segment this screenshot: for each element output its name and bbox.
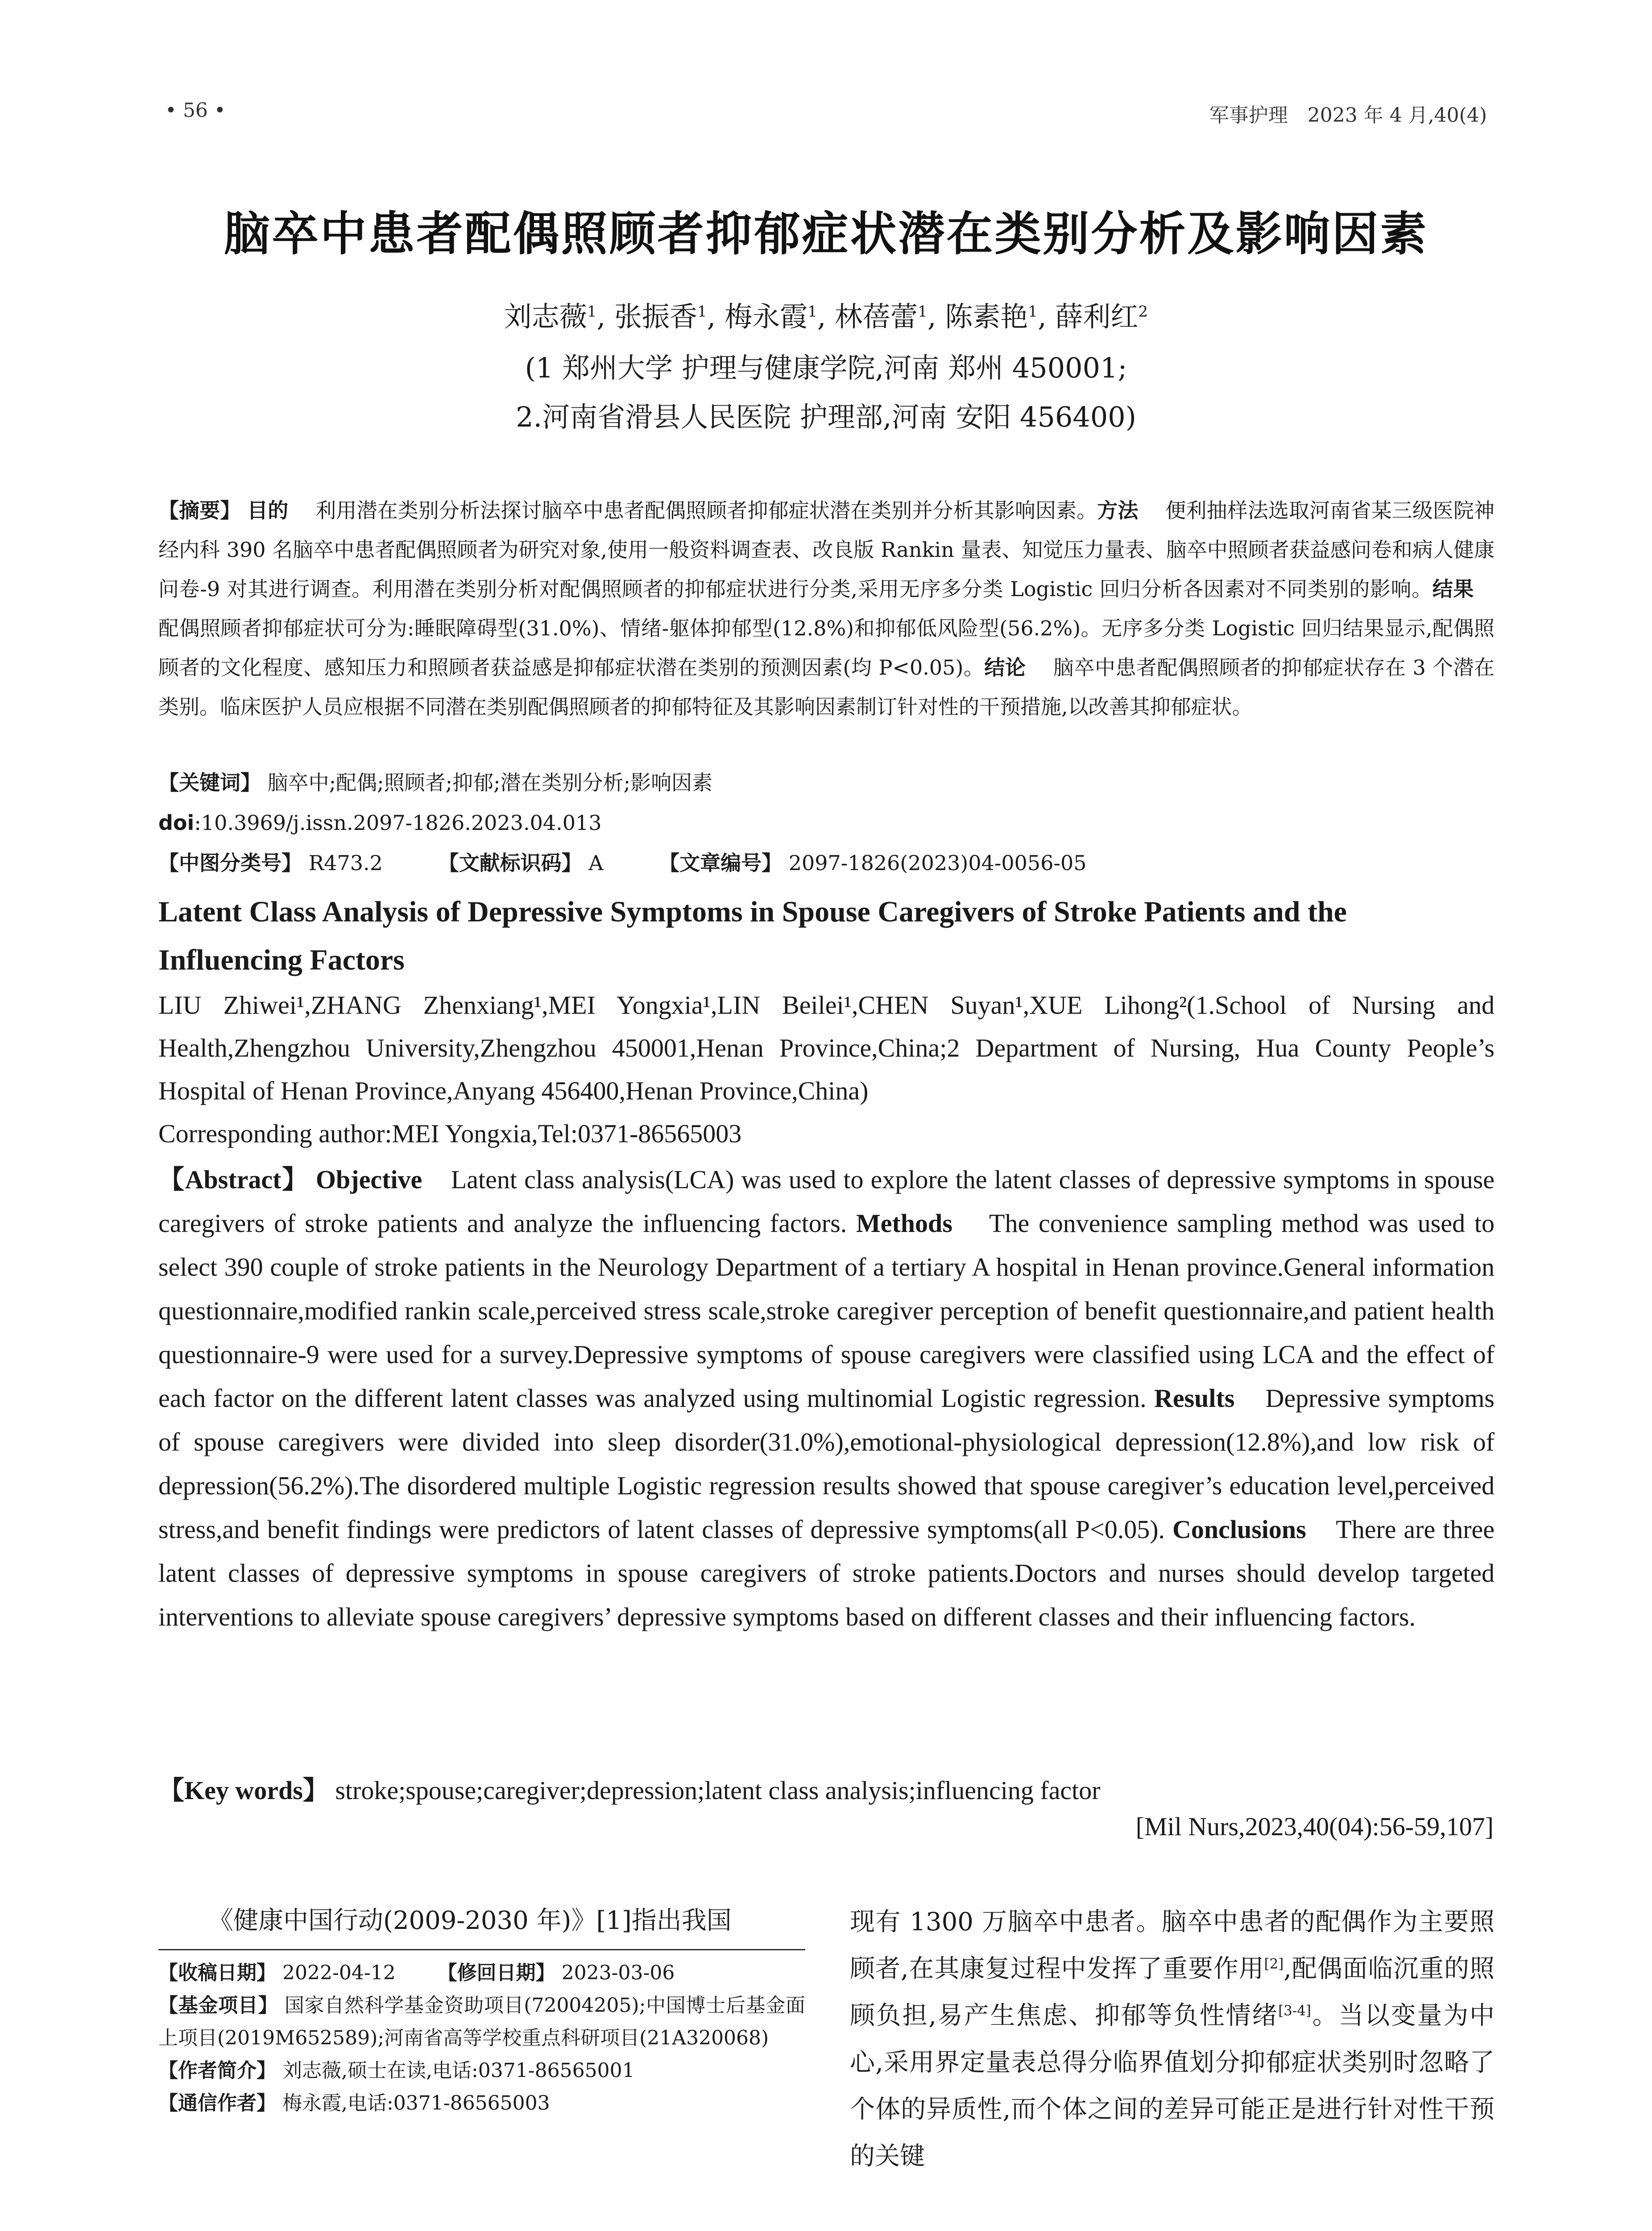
english-title: Latent Class Analysis of Depressive Symptoms in Spouse Caregivers of Stroke Patients and the Influencing Factors — [158, 896, 1347, 976]
doc-code-label: 【文献标识码】 — [438, 851, 582, 875]
revised-date: 2023-03-06 — [561, 1961, 675, 1984]
author-affil-mark: 1 — [807, 303, 817, 321]
author-bio-text: 刘志薇,硕士在读,电话:0371-86565001 — [282, 2059, 635, 2082]
article-number-value: 2097-1826(2023)04-0056-05 — [788, 851, 1087, 875]
methods-en-label: Methods — [856, 1209, 952, 1238]
results-text: 配偶照顾者抑郁症状可分为:睡眠障碍型(31.0%)、情绪-躯体抑郁型(12.8%)和抑郁低风险型(56.2%)。无序多分类 Logistic 回归结果显示,配偶照顾者的文化程度、感知压力和照顾者获益感是抑郁症状潜在类别的预测因素(均 P<0.05)。 — [158, 616, 1495, 680]
footnote-divider — [158, 1949, 805, 1950]
author-name: 薛利红 — [1055, 300, 1139, 333]
fund-text: 国家自然科学基金资助项目(72004205);中国博士后基金面上项目(2019M652589);河南省高等学校重点科研项目(21A320068) — [158, 1994, 805, 2049]
abstract-en-label: 【Abstract】 — [158, 1165, 309, 1194]
abstract-label: 【摘要】 — [158, 498, 241, 523]
citation: [Mil Nurs,2023,40(04):56-59,107] — [1135, 1812, 1494, 1841]
results-en-label: Results — [1154, 1384, 1235, 1413]
fund-label: 【基金项目】 — [158, 1994, 278, 2017]
author-list — [0, 294, 1652, 334]
clc-value: R473.2 — [308, 851, 383, 875]
body-text: ,配偶面临沉重的照顾负担,易产生焦虑、抑郁等负性情绪 — [850, 1954, 1495, 2030]
corresponding-author: Corresponding author:MEI Yongxia,Tel:0371-86565003 — [158, 1119, 742, 1148]
author-separator: , — [707, 300, 716, 333]
correspondence-text: 梅永霞,电话:0371-86565003 — [282, 2092, 550, 2115]
footnote-author — [158, 2054, 805, 2087]
doi-label: doi — [158, 811, 195, 835]
author-separator: , — [927, 300, 936, 333]
doi-value: :10.3969/j.issn.2097-1826.2023.04.013 — [194, 811, 602, 835]
english-authors — [158, 984, 1495, 1155]
results-label: 结果 — [1432, 577, 1474, 601]
objective-label: 目的 — [247, 498, 289, 523]
journal-running-head: 军事护理 2023 年 4 月,40(4) — [1209, 104, 1487, 127]
keywords-text: 脑卒中;配偶;照顾者;抑郁;潜在类别分析;影响因素 — [267, 771, 713, 795]
author-separator: , — [817, 300, 826, 333]
author-name: 梅永霞 — [725, 300, 808, 333]
footnotes — [158, 1957, 805, 2119]
author-affil-mark: 1 — [918, 303, 927, 321]
body-text: 现有 1300 万脑卒中患者。脑卒中患者的配偶作为主要照顾者,在其康复过程中发挥了重要作用 — [850, 1908, 1495, 1983]
author-name: 刘志薇 — [504, 300, 587, 333]
body-right-column — [850, 1899, 1495, 2180]
affiliation-line-2: 2.河南省滑县人民医院 护理部,河南 安阳 456400) — [516, 401, 1136, 433]
body-text: 。当以变量为中心,采用界定量表总得分临界值划分抑郁症状类别时忽略了个体的异质性,而个体之间的差异可能正是进行针对性干预的关键 — [850, 2001, 1495, 2171]
keywords-label: 【关键词】 — [158, 771, 261, 795]
author-separator: , — [596, 300, 606, 333]
correspondence-label: 【通信作者】 — [158, 2092, 276, 2115]
author-affil-mark: 1 — [1028, 303, 1038, 321]
objective-en-label: Objective — [315, 1165, 422, 1194]
objective-text: 利用潜在类别分析法探讨脑卒中患者配偶照顾者抑郁症状潜在类别并分析其影响因素。 — [315, 498, 1097, 523]
body-left-column: 《健康中国行动(2009-2030 年)》[1]指出我国 — [208, 1906, 732, 1935]
article-title: 脑卒中患者配偶照顾者抑郁症状潜在类别分析及影响因素 — [224, 207, 1428, 261]
author-affil-mark: 1 — [587, 303, 597, 321]
keywords-en-text: stroke;spouse;caregiver;depression;latent class analysis;influencing factor — [335, 1776, 1101, 1805]
conclusion-text: 脑卒中患者配偶照顾者的抑郁症状存在 3 个潜在类别。临床医护人员应根据不同潜在类别配偶照顾者的抑郁特征及其影响因素制订针对性的干预措施,以改善其抑郁症状。 — [158, 655, 1495, 719]
received-date: 2022-04-12 — [282, 1961, 396, 1984]
clc-label: 【中图分类号】 — [158, 851, 302, 875]
author-affil-mark: 1 — [697, 303, 707, 321]
article-number-label: 【文章编号】 — [659, 851, 783, 875]
author-name: 张振香 — [614, 300, 697, 333]
methods-text: 便利抽样法选取河南省某三级医院神经内科 390 名脑卒中患者配偶照顾者为研究对象,使用一般资料调查表、改良版 Rankin 量表、知觉压力量表、脑卒中照顾者获益感问卷和病人健康问卷-9 对其进行调查。利用潜在类别分析对配偶照顾者的抑郁症状进行分类,采用无序多分类 Logistic 回归分析各因素对不同类别的影响。 — [158, 498, 1495, 601]
author-name: 林蓓蕾 — [835, 300, 918, 333]
keywords-en-label: 【Key words】 — [158, 1776, 329, 1805]
author-affil-mark: 2 — [1138, 303, 1148, 321]
chinese-keywords — [158, 763, 1495, 802]
affiliation-line-1: (1 郑州大学 护理与健康学院,河南 郑州 450001; — [525, 352, 1127, 384]
english-abstract — [158, 1158, 1495, 1639]
doc-code-value: A — [588, 851, 604, 875]
revised-label: 【修回日期】 — [437, 1961, 555, 1984]
methods-label: 方法 — [1097, 498, 1139, 523]
methods-en-text: The convenience sampling method was used to select 390 couple of stroke patients in the Neurology Department of a tertiary A hospital in Henan province.General information questionnaire,modified rankin scale,perceived stress scale,stroke caregiver perception of benefit questionnaire,and patient health questionnaire-9 were used for a survey.Depressive symptoms of spouse caregivers were classified using LCA and the effect of each factor on the different latent classes was analyzed using multinomial Logistic regression. — [158, 1209, 1495, 1413]
english-author-list: LIU Zhiwei¹,ZHANG Zhenxiang¹,MEI Yongxia¹,LIN Beilei¹,CHEN Suyan¹,XUE Lihong²(1.School of Nursing and Health,Zhengzhou University,Zhengzhou 450001,Henan Province,China;2 Department of Nursing, Hua County People’s Hospital of Henan Province,Anyang 456400,Henan Province,China) — [158, 991, 1495, 1105]
author-separator: , — [1038, 300, 1047, 333]
footnote-correspondence — [158, 2087, 805, 2119]
doi-line — [158, 803, 1495, 842]
author-bio-label: 【作者简介】 — [158, 2059, 276, 2082]
chinese-abstract — [158, 491, 1495, 726]
reference-mark: [2] — [1264, 1956, 1284, 1972]
received-label: 【收稿日期】 — [158, 1961, 276, 1984]
footnote-fund — [158, 1989, 805, 2054]
author-name: 陈素艳 — [945, 300, 1028, 333]
page-number: • 56 • — [165, 99, 226, 122]
english-keywords — [158, 1769, 1495, 1812]
conclusion-label: 结论 — [984, 655, 1026, 680]
results-en-text: Depressive symptoms of spouse caregivers were divided into sleep disorder(31.0%),emotional-physiological depression(12.8%),and low risk of depression(56.2%).The disordered multiple Logistic regression results showed that spouse caregiver’s education level,perceived stress,and benefit findings were predictors of latent classes of depressive symptoms(all P<0.05). — [158, 1384, 1495, 1544]
reference-mark: [3-4] — [1278, 2003, 1311, 2019]
classification-line — [158, 843, 1495, 883]
conclusions-en-text: There are three latent classes of depressive symptoms in spouse caregivers of stroke patients.Doctors and nurses should develop targeted interventions to alleviate spouse caregivers’ depressive symptoms based on different classes and their influencing factors. — [158, 1515, 1495, 1631]
objective-en-text: Latent class analysis(LCA) was used to explore the latent classes of depressive symptoms in spouse caregivers of stroke patients and analyze the influencing factors. — [158, 1165, 1495, 1238]
footnote-dates — [158, 1957, 805, 1989]
conclusions-en-label: Conclusions — [1172, 1515, 1306, 1544]
